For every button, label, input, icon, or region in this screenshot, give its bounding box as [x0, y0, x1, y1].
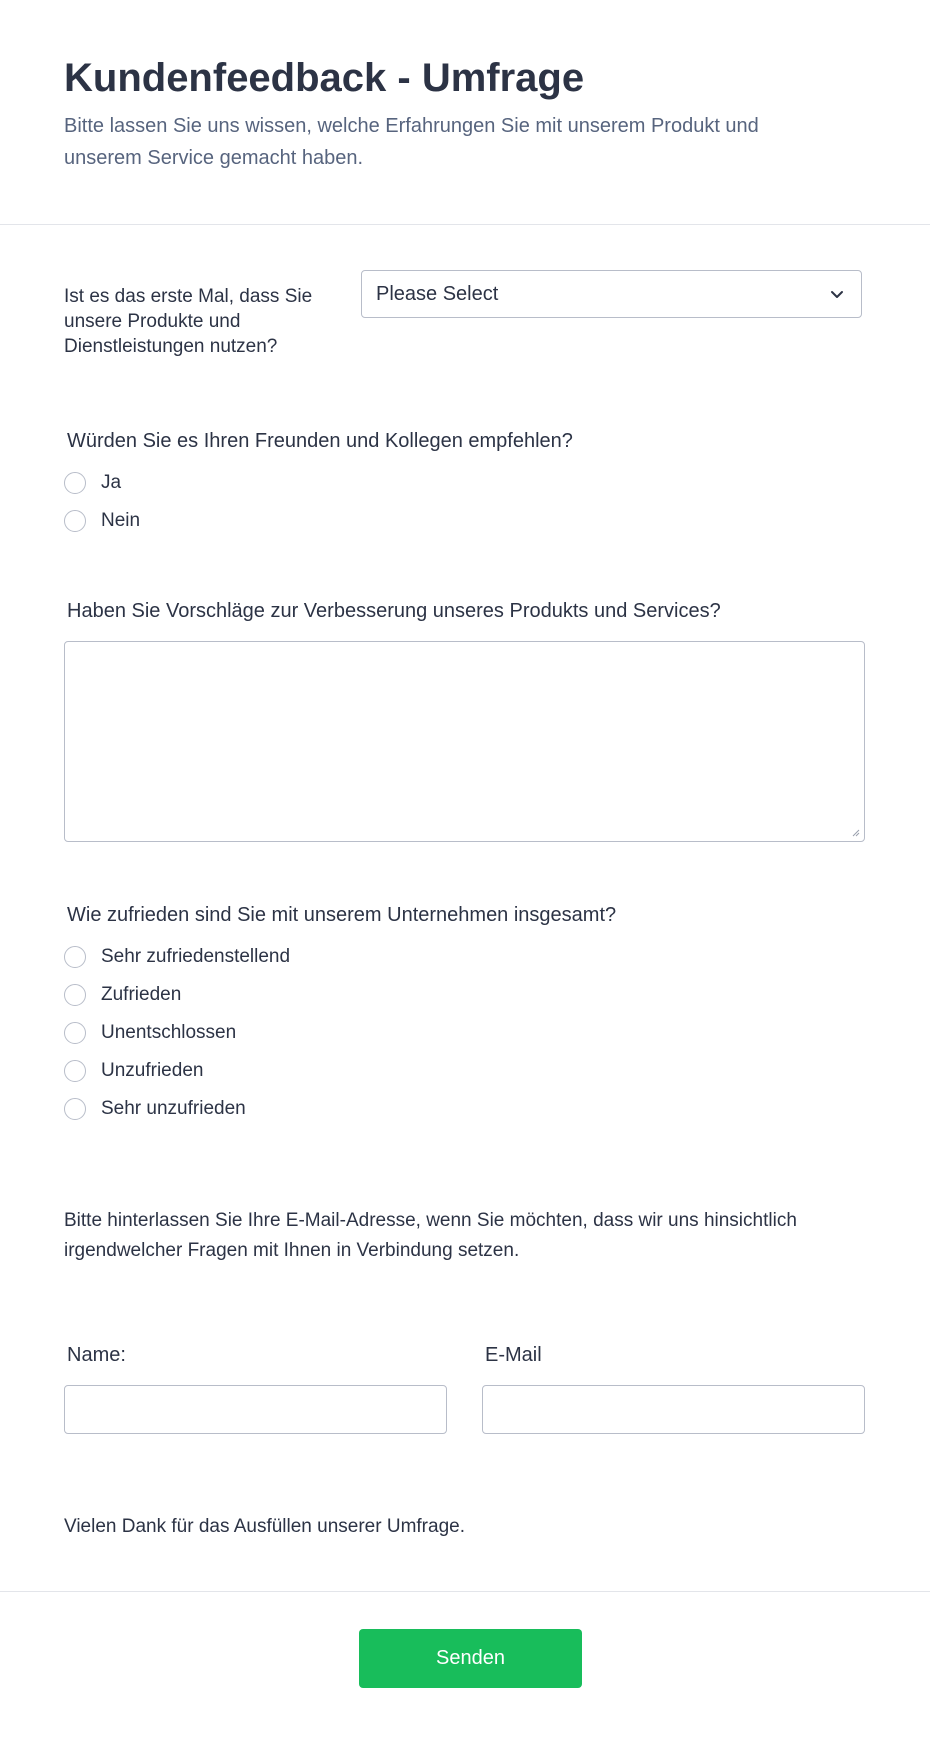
- radio-button[interactable]: [64, 1060, 86, 1082]
- name-input[interactable]: [64, 1385, 447, 1434]
- form-header: [0, 0, 930, 225]
- radio-button[interactable]: [64, 1022, 86, 1044]
- radio-label: Unentschlossen: [101, 1022, 237, 1043]
- radio-label: Unzufrieden: [101, 1060, 204, 1081]
- radio-button[interactable]: [64, 472, 86, 494]
- first-time-select-value: Please Select: [376, 282, 499, 305]
- radio-button[interactable]: [64, 984, 86, 1006]
- question-suggestions-label: Haben Sie Vorschläge zur Verbesserung unseres Produkts und Services?: [67, 600, 721, 622]
- radio-label: Ja: [101, 472, 122, 493]
- resize-handle-icon[interactable]: [850, 827, 860, 837]
- submit-button[interactable]: Senden: [359, 1629, 582, 1688]
- page-subtitle: Bitte lassen Sie uns wissen, welche Erfahrungen Sie mit unserem Produkt und unserem Service gemacht haben.: [64, 115, 759, 169]
- radio-option-zufrieden[interactable]: [64, 982, 181, 1008]
- question-satisfaction-label: Wie zufrieden sind Sie mit unserem Unternehmen insgesamt?: [67, 904, 617, 926]
- radio-button[interactable]: [64, 510, 86, 532]
- first-time-select[interactable]: [361, 270, 862, 318]
- chevron-down-icon: [827, 284, 847, 304]
- radio-label: Sehr zufriedenstellend: [101, 946, 291, 967]
- radio-button[interactable]: [64, 1098, 86, 1120]
- question-first-time-label: Ist es das erste Mal, dass Sie unsere Produkte und Dienstleistungen nutzen?: [64, 286, 313, 357]
- thanks-text: Vielen Dank für das Ausfüllen unserer Umfrage.: [64, 1516, 465, 1537]
- question-recommend-label: Würden Sie es Ihren Freunden und Kollegen empfehlen?: [67, 430, 573, 452]
- radio-option-sehr-unzufrieden[interactable]: [64, 1096, 246, 1122]
- suggestions-textarea[interactable]: [64, 641, 865, 842]
- name-label: Name:: [67, 1344, 126, 1366]
- email-label: E-Mail: [485, 1344, 542, 1366]
- radio-option-ja[interactable]: [64, 470, 121, 496]
- radio-label: Sehr unzufrieden: [101, 1098, 246, 1119]
- email-input[interactable]: [482, 1385, 865, 1434]
- radio-option-nein[interactable]: [64, 508, 140, 534]
- radio-option-unzufrieden[interactable]: [64, 1058, 203, 1084]
- email-note-text: Bitte hinterlassen Sie Ihre E-Mail-Adresse, wenn Sie möchten, dass wir uns hinsichtlich irgendwelcher Fragen mit Ihnen in Verbindung setzen.: [64, 1210, 797, 1261]
- radio-option-unentschlossen[interactable]: [64, 1020, 236, 1046]
- radio-button[interactable]: [64, 946, 86, 968]
- radio-label: Nein: [101, 510, 141, 531]
- form-footer-divider: [0, 1591, 930, 1592]
- radio-label: Zufrieden: [101, 984, 182, 1005]
- radio-option-sehr-zufriedenstellend[interactable]: [64, 944, 290, 970]
- page-title: Kundenfeedback - Umfrage: [64, 56, 585, 100]
